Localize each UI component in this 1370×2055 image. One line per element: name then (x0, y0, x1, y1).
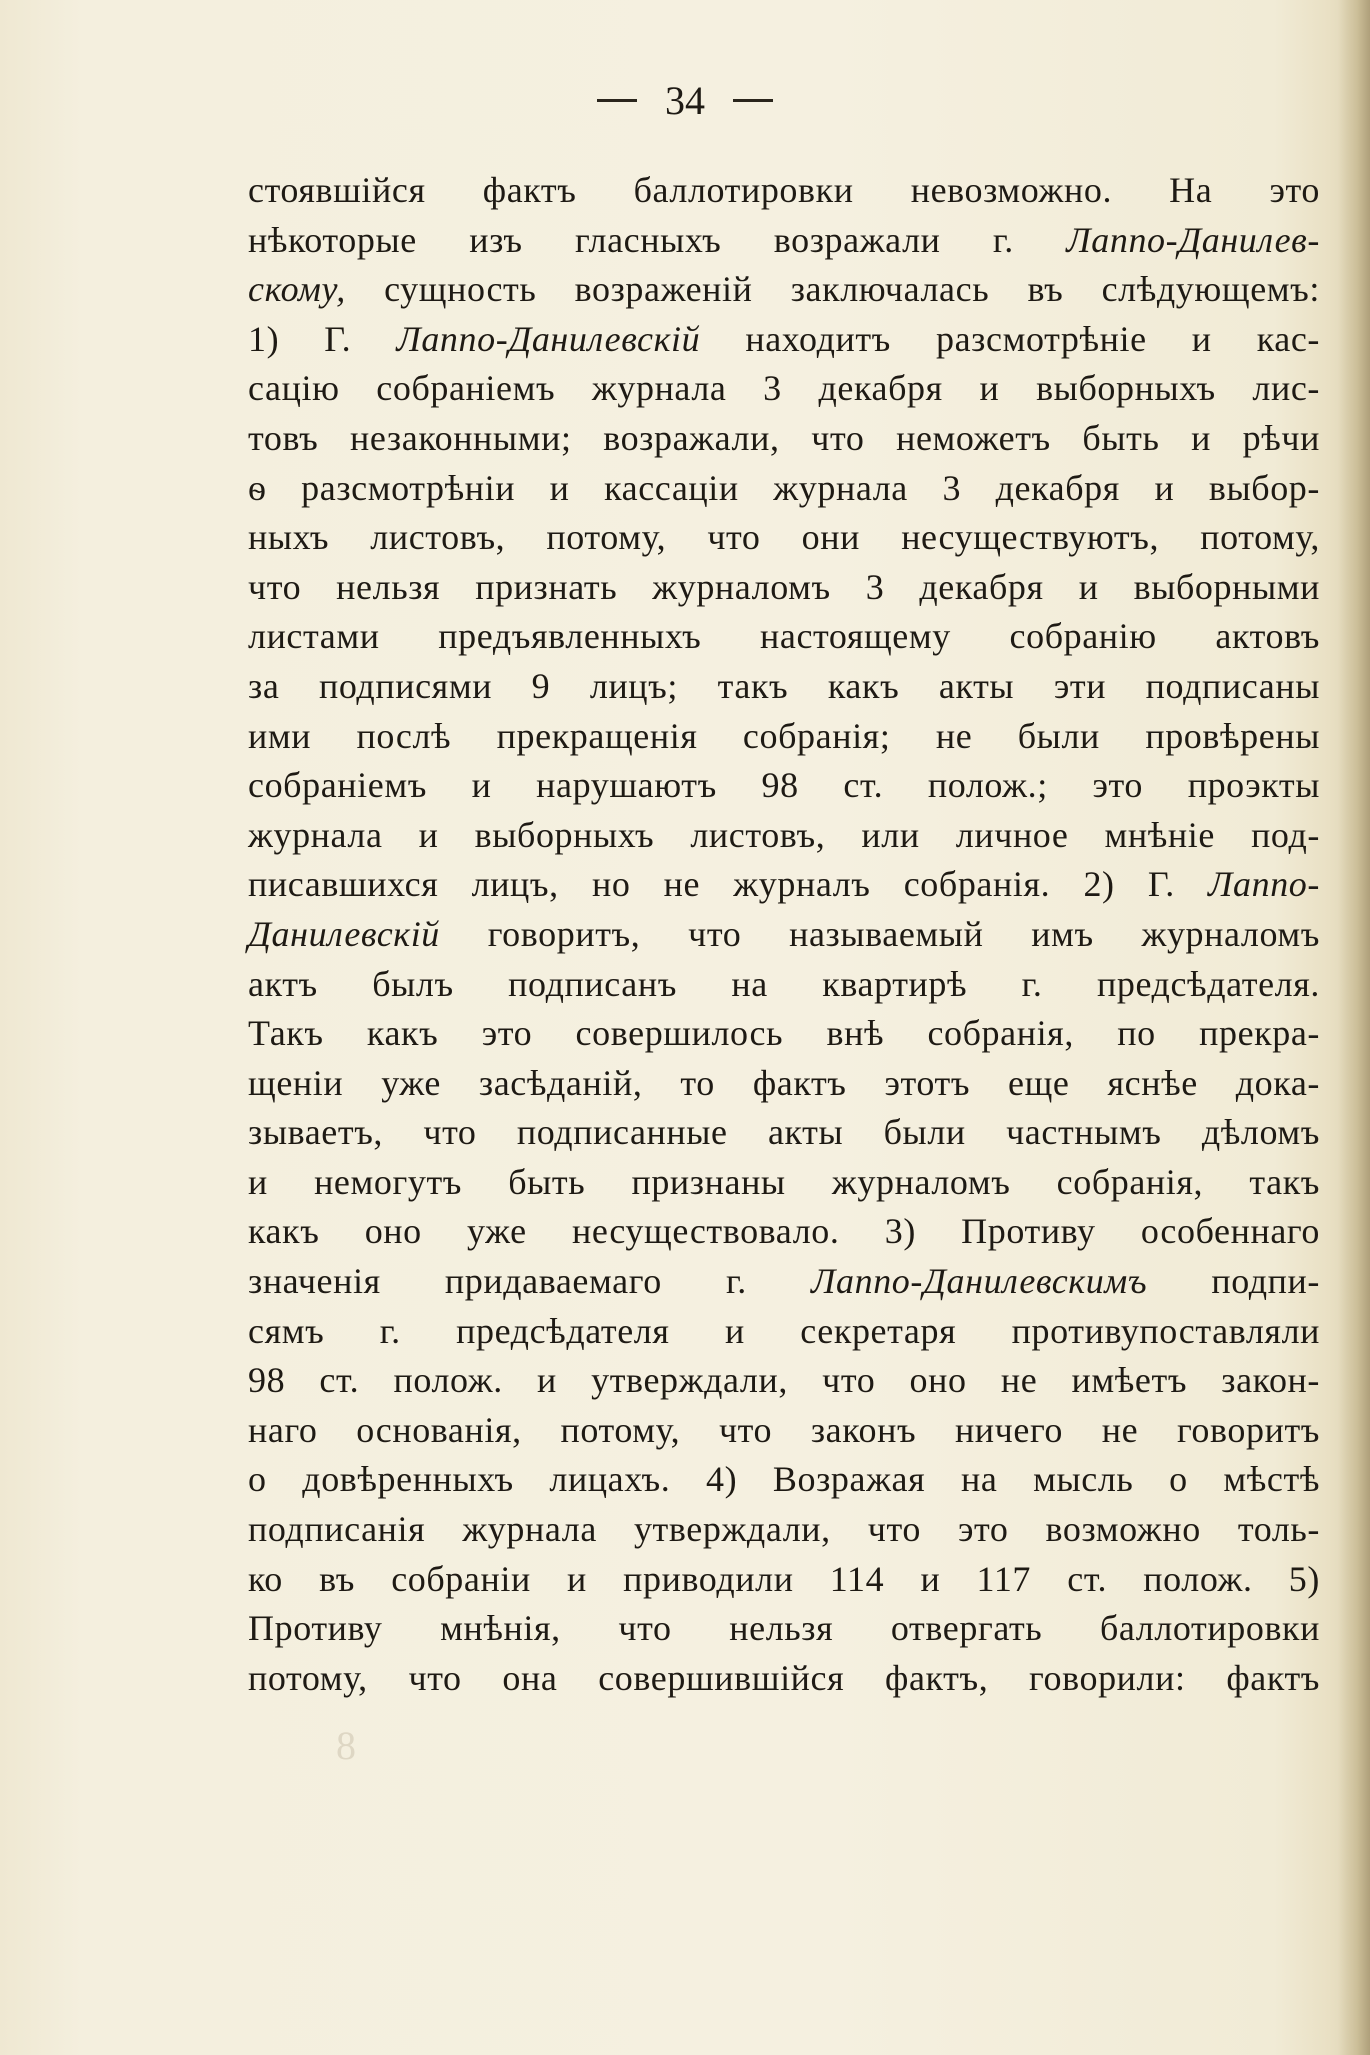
text-line (248, 1257, 1320, 1307)
text-line (248, 1207, 1320, 1257)
text-line (248, 1356, 1320, 1406)
header-dash-left (597, 99, 637, 102)
text-run: собраніемъ и нарушаютъ 98 ст. полож.; это проэкты (248, 765, 1320, 806)
body-text (248, 166, 1320, 1703)
text-run: стоявшійся фактъ баллотировки невозможно. На это (248, 170, 1320, 210)
text-line (248, 315, 1320, 365)
text-run: ныхъ листовъ, потому, что они несуществуютъ, потому, (248, 517, 1320, 558)
text-line (248, 1406, 1320, 1456)
text-run: журнала и выборныхъ листовъ, или личное мнѣніе под- (248, 814, 1320, 855)
text-line (248, 612, 1320, 662)
italic-name: Данилевскій (248, 913, 440, 954)
text-run: щеніи уже засѣданій, то фактъ этотъ еще яснѣе дока- (248, 1062, 1320, 1103)
italic-name: Лаппо-Данилевскимъ (811, 1261, 1148, 1302)
text-run: ко въ собраніи и приводили 114 и 117 ст. полож. 5) (248, 1558, 1320, 1599)
text-run: товъ незаконными; возражали, что неможетъ быть и рѣчи (248, 417, 1320, 458)
text-run: сямъ г. предсѣдателя и секретаря противупоставляли (248, 1310, 1320, 1351)
text-run: 98 ст. полож. и утверждали, что оно не имѣетъ закон- (248, 1360, 1320, 1401)
text-run: находитъ разсмотрѣніе и кас- (700, 318, 1320, 359)
text-line (248, 364, 1320, 414)
text-run: листами предъявленныхъ настоящему собранію актовъ (248, 616, 1320, 657)
text-line (248, 513, 1320, 563)
text-line (248, 464, 1320, 514)
text-run: нѣкоторые изъ гласныхъ возражали г. (248, 219, 1067, 260)
page-edge-shadow (1338, 0, 1370, 2055)
text-run: актъ былъ подписанъ на квартирѣ г. предсѣдателя. (248, 963, 1320, 1004)
page-number: 34 (665, 77, 705, 123)
text-line (248, 563, 1320, 613)
faint-bleed-through-mark: 8 (336, 1723, 356, 1768)
text-run: Такъ какъ это совершилось внѣ собранія, по прекра- (248, 1013, 1320, 1054)
text-run: говоритъ, что называемый имъ журналомъ (439, 913, 1320, 954)
text-line (248, 1604, 1320, 1654)
text-run: значенія придаваемаго г. (248, 1261, 812, 1302)
text-run: зываетъ, что подписанные акты были частнымъ дѣломъ (248, 1112, 1320, 1153)
italic-name: скому, (248, 269, 346, 310)
text-run: подписанія журнала утверждали, что это возможно толь- (248, 1509, 1320, 1550)
text-run: какъ оно уже несуществовало. 3) Противу особеннаго (248, 1211, 1320, 1252)
text-run: сущность возраженій заключалась въ слѣдующемъ: (345, 269, 1320, 310)
text-run: писавшихся лицъ, но не журналъ собранія. 2) Г. (248, 864, 1209, 905)
italic-name: Лаппо- (1208, 864, 1320, 905)
text-line (248, 216, 1320, 266)
italic-name: Лаппо-Данилевскій (396, 318, 701, 359)
text-line (248, 1307, 1320, 1357)
text-run: ѳ разсмотрѣніи и кассаціи журнала 3 декабря и выбор- (248, 467, 1320, 508)
text-run: и немогутъ быть признаны журналомъ собранія, такъ (248, 1161, 1320, 1202)
italic-name: Лаппо-Данилев- (1066, 219, 1320, 260)
page-header (0, 70, 1370, 130)
text-run: что нельзя признать журналомъ 3 декабря и выборными (248, 566, 1320, 607)
text-line (248, 166, 1320, 216)
text-run: подпи- (1147, 1261, 1321, 1302)
text-line (248, 712, 1320, 762)
text-run: 1) Г. (248, 318, 397, 359)
text-line (248, 1505, 1320, 1555)
text-run: сацію собраніемъ журнала 3 декабря и выборныхъ лис- (248, 368, 1320, 409)
text-run: наго основанія, потому, что законъ ничего не говоритъ (248, 1409, 1320, 1450)
text-line (248, 414, 1320, 464)
text-line (248, 1108, 1320, 1158)
text-line (248, 1555, 1320, 1605)
text-line (248, 662, 1320, 712)
text-run: ими послѣ прекращенія собранія; не были провѣрены (248, 715, 1320, 756)
text-run: Противу мнѣнія, что нельзя отвергать баллотировки (248, 1608, 1320, 1649)
text-line (248, 910, 1320, 960)
text-line (248, 265, 1320, 315)
text-line (248, 1009, 1320, 1059)
text-line (248, 1455, 1320, 1505)
text-line (248, 960, 1320, 1010)
text-run: потому, что она совершившійся фактъ, говорили: фактъ (248, 1657, 1320, 1698)
text-line (248, 860, 1320, 910)
text-line (248, 1158, 1320, 1208)
text-line (248, 1059, 1320, 1109)
text-line (248, 1654, 1320, 1704)
text-line (248, 811, 1320, 861)
text-run: о довѣренныхъ лицахъ. 4) Возражая на мысль о мѣстѣ (248, 1459, 1320, 1500)
text-line (248, 761, 1320, 811)
header-dash-right (733, 99, 773, 102)
text-run: за подписями 9 лицъ; такъ какъ акты эти подписаны (248, 665, 1320, 706)
